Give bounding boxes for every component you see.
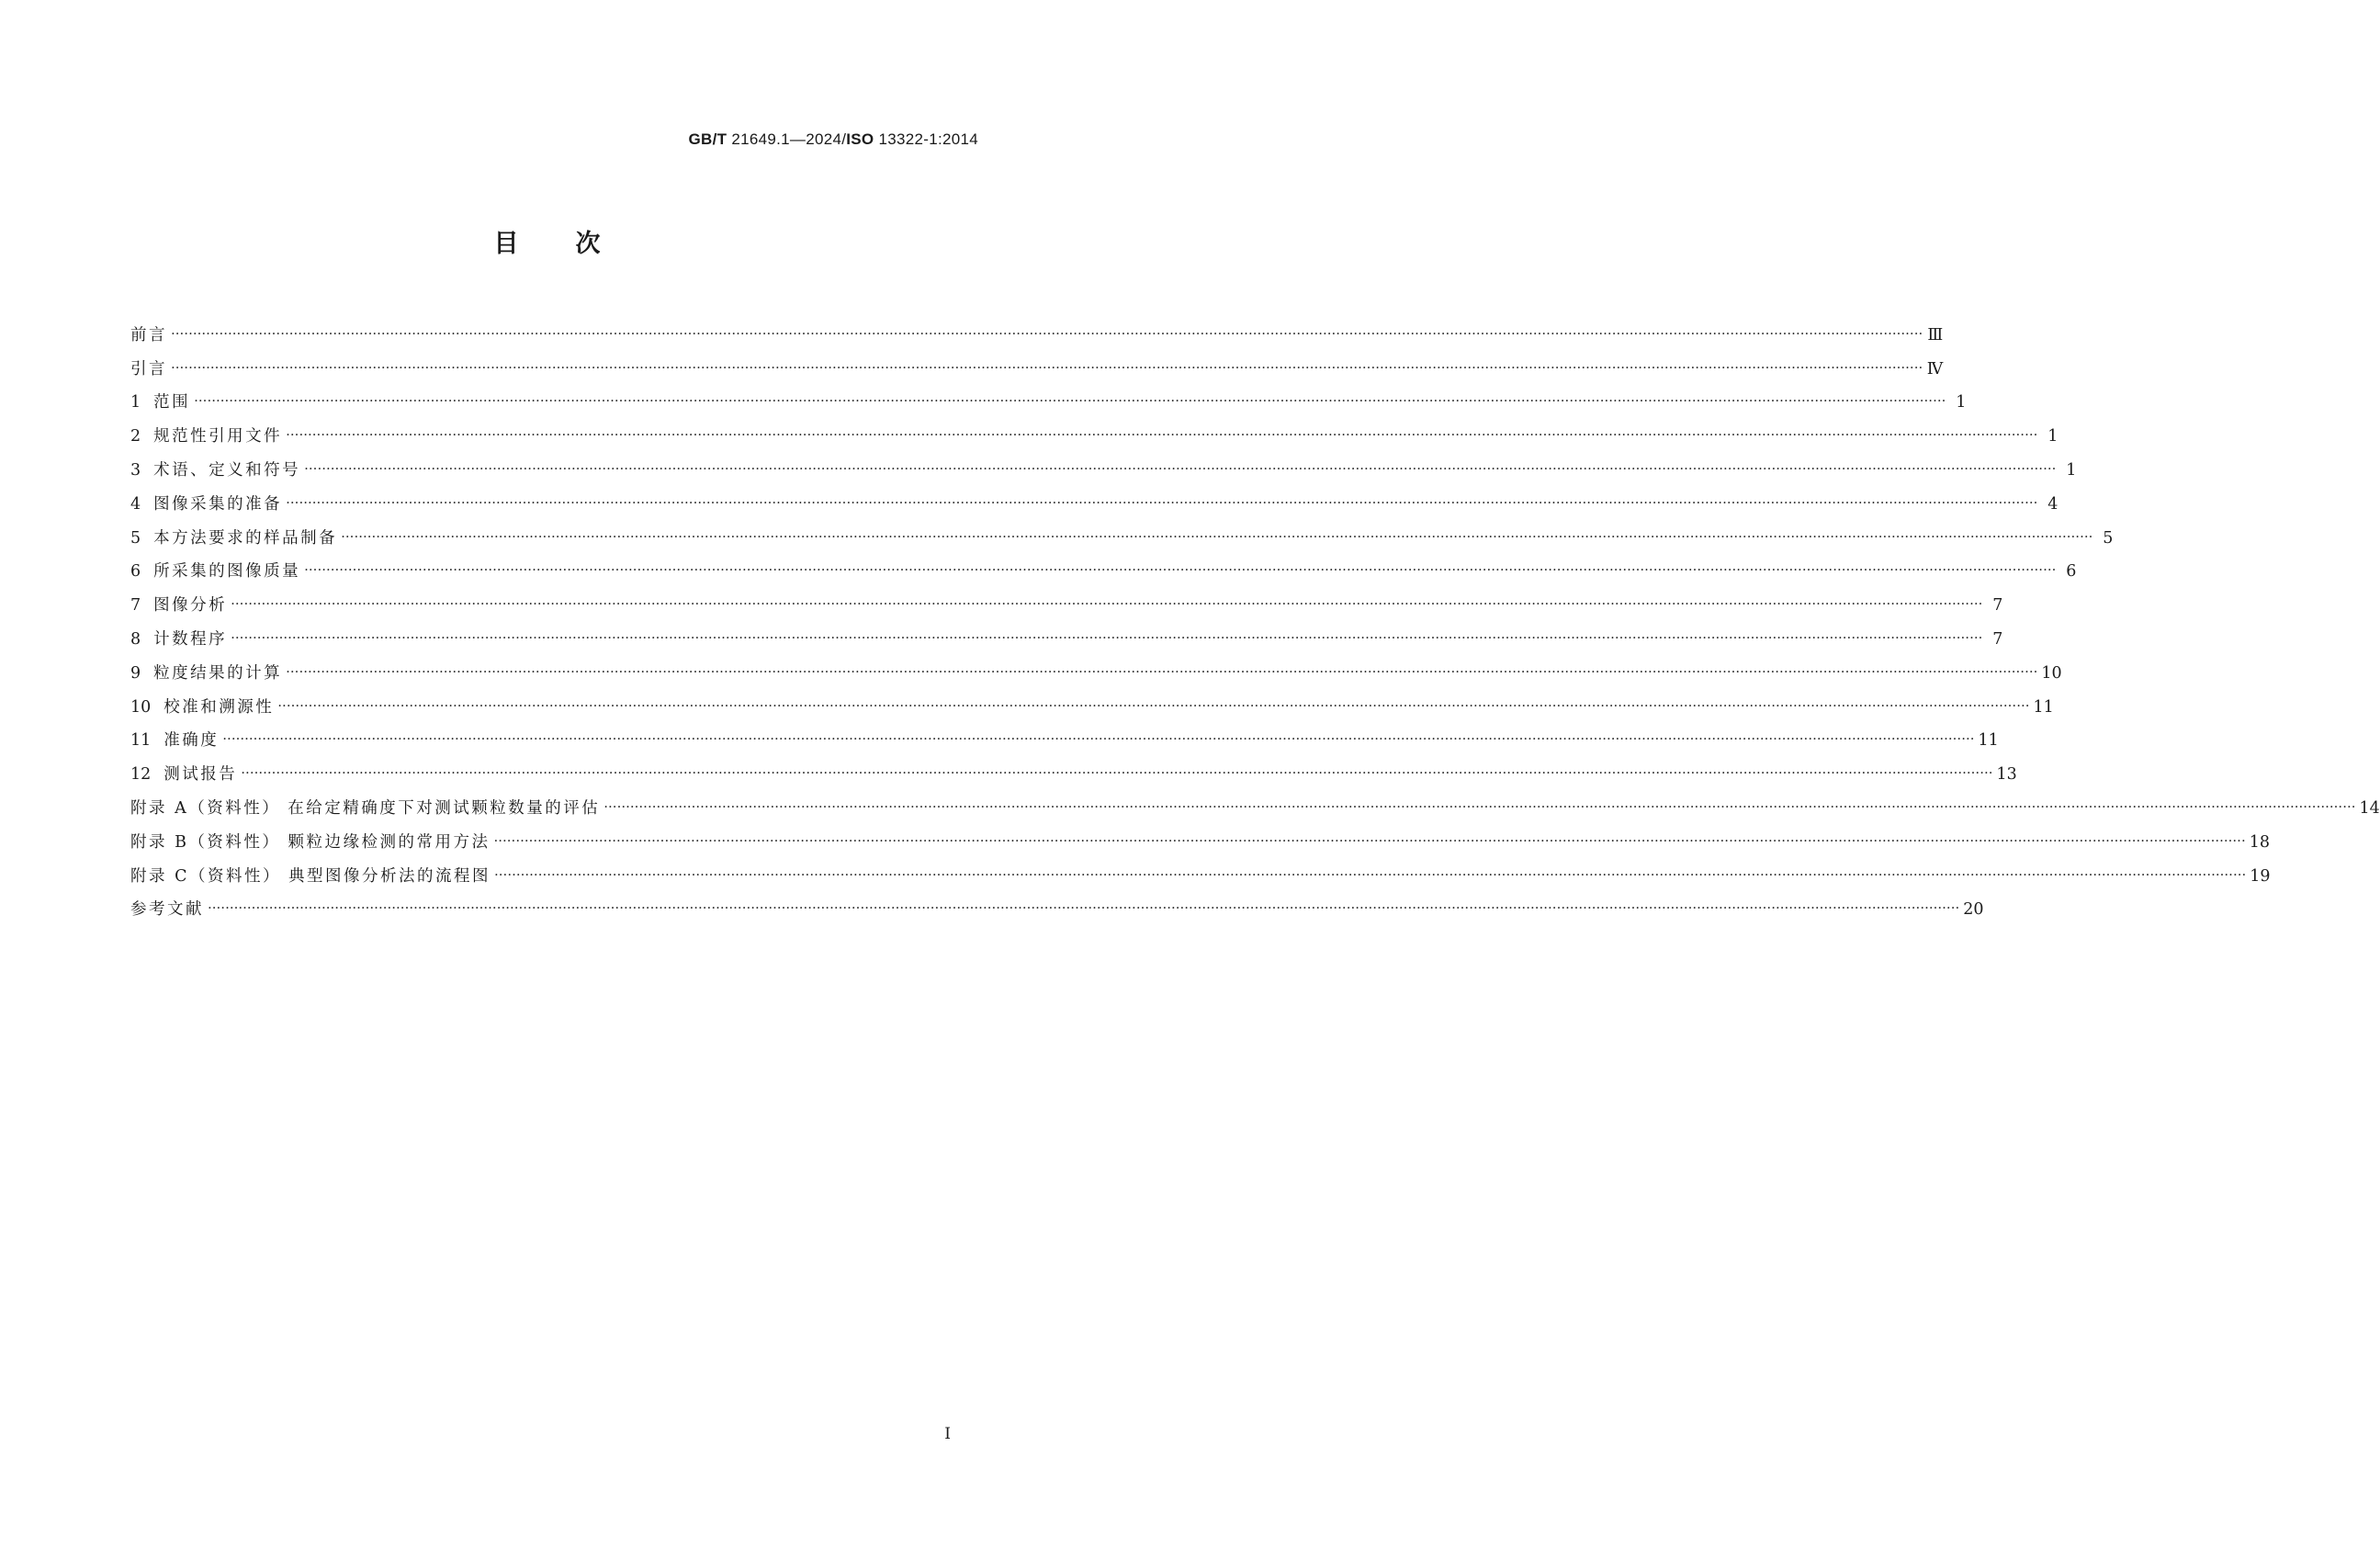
- toc-entry-number: 9: [130, 663, 141, 683]
- toc-leader-dots: ················································································································································································································································································································································································································: [341, 527, 2093, 545]
- toc-leader-dots: ················································································································································································································································································································································································································: [494, 865, 2247, 883]
- toc-entry-page: 6: [2066, 562, 2077, 582]
- toc-entry[interactable]: [130, 853, 2271, 887]
- toc-leader-dots: ················································································································································································································································································································································································································: [603, 797, 2356, 815]
- toc-entry[interactable]: [130, 718, 1999, 751]
- toc-entry-number: 6: [130, 562, 141, 582]
- toc-leader-dots: ················································································································································································································································································································································································································: [304, 459, 2057, 477]
- toc-entry-label: [130, 359, 171, 379]
- toc-entry[interactable]: [130, 887, 1984, 921]
- toc-entry-page: 19: [2250, 866, 2271, 886]
- table-of-contents: [130, 311, 2380, 920]
- toc-entry-text: 附录 B（资料性） 颗粒边缘检测的常用方法: [130, 832, 491, 852]
- toc-entry-text: 参考文献: [130, 900, 204, 920]
- toc-entry[interactable]: [130, 684, 2054, 718]
- toc-entry[interactable]: [130, 480, 2059, 514]
- toc-entry-page: 7: [1992, 629, 2003, 649]
- toc-entry[interactable]: [130, 514, 2114, 548]
- toc-leader-dots: ················································································································································································································································································································································································································: [304, 561, 2057, 579]
- toc-entry-number: 1: [130, 393, 141, 412]
- toc-entry-page: 4: [2047, 494, 2059, 514]
- toc-leader-dots: ················································································································································································································································································································································································································: [286, 662, 2038, 680]
- standard-header: [689, 130, 979, 149]
- toc-entry-text: 附录 C（资料性） 典型图像分析法的流程图: [130, 866, 491, 886]
- toc-entry[interactable]: [130, 446, 2077, 480]
- iso-prefix: ISO: [846, 130, 874, 148]
- toc-entry[interactable]: [130, 548, 2077, 582]
- toc-entry-label: [130, 798, 603, 819]
- toc-entry-page: 1: [2066, 460, 2077, 480]
- toc-entry-label: [130, 325, 171, 345]
- toc-entry-page: 11: [1978, 731, 1999, 751]
- toc-entry[interactable]: [130, 582, 2003, 616]
- toc-leader-dots: ················································································································································································································································································································································································································: [194, 392, 1946, 410]
- toc-entry-number: 11: [130, 731, 152, 751]
- standard-number: 21649.1—2024/: [731, 130, 847, 148]
- toc-entry[interactable]: [130, 819, 2270, 853]
- toc-entry-label: [130, 663, 286, 684]
- toc-entry-label: [130, 697, 277, 718]
- toc-entry-text: 引言: [130, 359, 167, 379]
- toc-entry-text: 测试报告: [164, 765, 238, 785]
- toc-entry-text: 附录 A（资料性） 在给定精确度下对测试颗粒数量的评估: [130, 798, 601, 818]
- toc-entry-number: 12: [130, 765, 152, 785]
- toc-entry-text: 准确度: [164, 731, 220, 751]
- toc-entry-number: 8: [130, 629, 141, 649]
- toc-entry-number: 2: [130, 427, 141, 446]
- toc-entry-text: 图像采集的准备: [153, 494, 283, 514]
- toc-entry-label: [130, 629, 231, 650]
- toc-entry-text: 计数程序: [153, 629, 228, 649]
- toc-leader-dots: ················································································································································································································································································································································································································: [171, 358, 1923, 376]
- toc-leader-dots: ················································································································································································································································································································································································································: [222, 730, 1975, 748]
- toc-entry-page: 13: [1996, 765, 2017, 785]
- toc-entry-page: Ⅳ: [1926, 359, 1944, 379]
- toc-entry[interactable]: [130, 379, 1967, 413]
- toc-entry-page: 5: [2103, 528, 2114, 548]
- toc-entry-text: 粒度结果的计算: [153, 663, 283, 683]
- toc-entry-page: 18: [2249, 832, 2270, 852]
- toc-entry-page: 11: [2033, 697, 2054, 717]
- toc-leader-dots: ················································································································································································································································································································································································································: [286, 426, 2038, 444]
- toc-entry-text: 本方法要求的样品制备: [153, 528, 338, 548]
- toc-entry-number: 4: [130, 494, 141, 514]
- toc-entry-text: 前言: [130, 325, 167, 345]
- toc-leader-dots: ················································································································································································································································································································································································································: [277, 696, 2030, 714]
- toc-entry[interactable]: [130, 311, 1944, 345]
- toc-entry-label: [130, 460, 304, 480]
- toc-entry-label: [130, 494, 286, 514]
- toc-entry[interactable]: [130, 616, 2003, 650]
- iso-number: 13322-1:2014: [878, 130, 978, 148]
- toc-leader-dots: ················································································································································································································································································································································································································: [171, 324, 1923, 342]
- toc-entry-page: 1: [2047, 427, 2059, 446]
- toc-leader-dots: ················································································································································································································································································································································································································: [231, 628, 1983, 646]
- toc-entry-label: [130, 866, 494, 887]
- toc-entry[interactable]: [130, 412, 2059, 446]
- toc-entry-label: [130, 426, 286, 446]
- toc-leader-dots: ················································································································································································································································································································································································································: [231, 595, 1983, 613]
- toc-entry-text: 规范性引用文件: [153, 427, 283, 446]
- toc-entry[interactable]: [130, 345, 1944, 379]
- toc-leader-dots: ················································································································································································································································································································································································································: [286, 493, 2038, 511]
- page-title: 目次: [493, 230, 658, 258]
- toc-entry-label: [130, 561, 304, 582]
- toc-entry-text: 范围: [153, 393, 191, 412]
- toc-entry-label: [130, 899, 208, 920]
- toc-entry-number: 5: [130, 528, 141, 548]
- toc-entry-number: 10: [130, 697, 152, 717]
- toc-entry-text: 图像分析: [153, 596, 228, 616]
- page-number: Ⅰ: [944, 1425, 951, 1443]
- toc-entry[interactable]: [130, 751, 2017, 785]
- toc-entry-page: 7: [1992, 596, 2003, 616]
- toc-entry-label: [130, 764, 241, 785]
- toc-entry-label: [130, 392, 194, 412]
- toc-entry-text: 所采集的图像质量: [153, 562, 301, 582]
- toc-entry-page: 10: [2041, 663, 2062, 683]
- toc-entry-page: 14: [2359, 798, 2380, 818]
- toc-entry-page: Ⅲ: [1927, 325, 1944, 345]
- standard-prefix: GB/T: [688, 130, 728, 148]
- toc-entry[interactable]: [130, 785, 2380, 819]
- toc-entry-label: [130, 832, 493, 853]
- toc-entry-label: [130, 528, 341, 548]
- toc-leader-dots: ················································································································································································································································································································································································································: [493, 831, 2246, 849]
- toc-entry-text: 术语、定义和符号: [153, 460, 301, 480]
- toc-leader-dots: ················································································································································································································································································································································································································: [208, 899, 1960, 917]
- toc-entry-label: [130, 730, 222, 751]
- toc-entry-page: 20: [1963, 900, 1984, 920]
- toc-entry[interactable]: [130, 650, 2062, 684]
- toc-entry-number: 3: [130, 460, 141, 480]
- toc-entry-text: 校准和溯源性: [164, 697, 275, 717]
- toc-entry-number: 7: [130, 596, 141, 616]
- toc-entry-page: 1: [1956, 393, 1967, 412]
- toc-entry-label: [130, 595, 231, 616]
- toc-leader-dots: ················································································································································································································································································································································································································: [241, 764, 1993, 782]
